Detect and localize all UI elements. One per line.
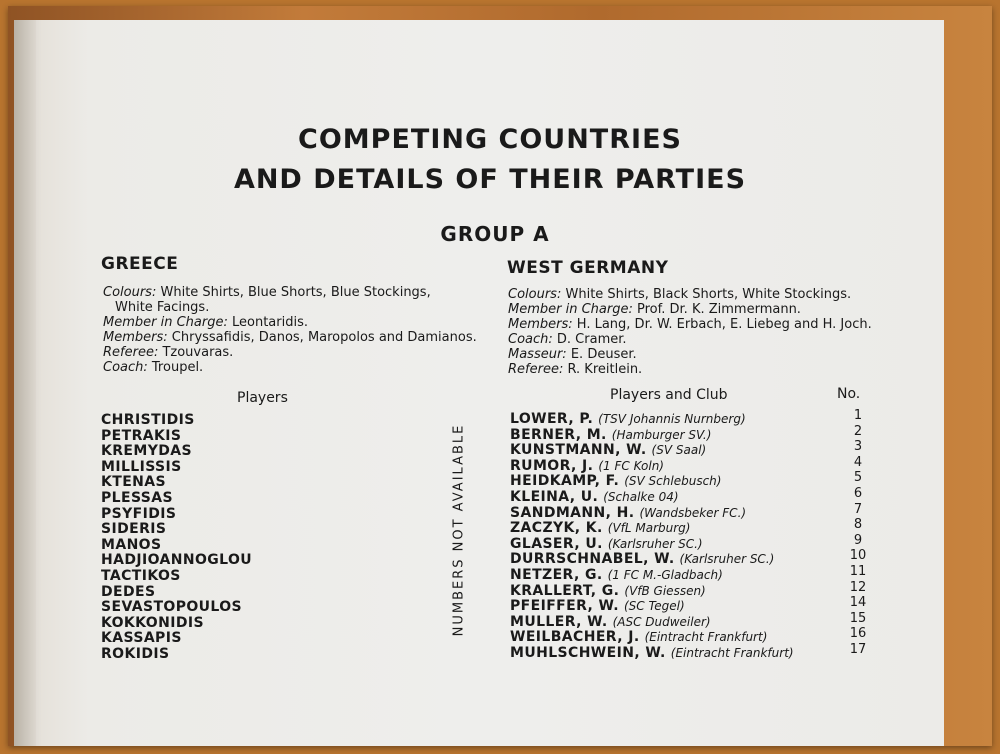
wg-player-number: 8 [853,517,863,533]
table-row [510,563,890,583]
west-germany-heading: WEST GERMANY [507,258,669,278]
wg-player-club: (Hamburger SV.) [611,427,712,442]
wg-players-header: Players and Club [610,387,728,403]
wg-player-club: (VfL Marburg) [607,521,691,536]
west-germany-details [508,287,872,377]
greece-members: Chryssafidis, Danos, Maropolos and Damianos. [171,330,477,345]
wg-player-club: (SV Saal) [651,443,707,458]
wg-player-name: MUHLSCHWEIN, W. [510,644,666,661]
player-name: KREMYDAS [101,443,193,460]
wg-player-list [510,408,890,661]
wg-player-number: 9 [853,532,863,548]
greece-heading: GREECE [101,254,179,274]
player-name: PETRAKIS [101,427,182,444]
wg-player-club: (Eintracht Frankfurt) [644,630,768,645]
player-name: PLESSAS [101,489,174,506]
wg-coach-label: Coach: [508,332,553,347]
wg-player-name: MULLER, W. [510,613,608,630]
wg-player-name: SANDMANN, H. [510,504,635,521]
wg-player-club: (Wandsbeker FC.) [639,505,747,520]
wg-number-header: No. [837,386,861,402]
wg-masseur-label: Masseur: [508,347,567,362]
wg-player-name: ZACZYK, K. [510,520,603,537]
table-row [510,548,890,568]
wg-player-club: (Schalke 04) [603,489,679,504]
table-row [510,501,890,521]
greece-referee-label: Referee: [103,345,159,360]
greece-referee: Tzouvaras. [162,345,234,360]
wg-colours-label: Colours: [508,287,562,302]
wg-player-club: (Eintracht Frankfurt) [670,645,794,660]
wg-player-club: (TSV Johannis Nurnberg) [598,412,746,426]
wg-player-number: 11 [849,563,867,579]
wg-player-number: 15 [849,610,867,626]
greece-member: Leontaridis. [232,315,308,330]
table-row [510,439,890,459]
wg-members: H. Lang, Dr. W. Erbach, E. Liebeg and H. Joch. [576,317,872,332]
wg-player-name: KUNSTMANN, W. [510,442,647,459]
wg-members-label: Members: [508,317,573,332]
wg-player-name: DURRSCHNABEL, W. [510,551,675,568]
wg-player-number: 12 [849,579,867,595]
greece-colours: White Shirts, Blue Shorts, Blue Stockings, [160,285,431,300]
player-name: MANOS [101,536,162,553]
player-name: DEDES [101,583,156,600]
table-row [510,532,890,552]
wg-player-number: 7 [853,501,863,517]
wg-player-name: KRALLERT, G. [510,582,620,599]
greece-coach-label: Coach: [103,360,148,375]
wg-player-club: (Karlsruher SC.) [607,536,703,551]
wg-player-number: 2 [853,423,863,439]
wg-player-name: HEIDKAMP, F. [510,473,620,490]
page-title-line1: COMPETING COUNTRIES [298,124,682,155]
greece-coach: Troupel. [151,360,204,375]
wg-player-club: (1 FC Koln) [598,458,664,473]
wg-player-club: (VfB Giessen) [624,583,706,598]
wg-player-name: BERNER, M. [510,426,607,443]
wg-player-name: RUMOR, J. [510,457,594,474]
wg-member: Prof. Dr. K. Zimmermann. [637,302,801,317]
table-row [510,470,890,490]
table-row [510,610,890,630]
table-row [510,408,890,427]
player-name: KTENAS [101,474,166,491]
greece-details [103,285,477,375]
player-name: KOKKONIDIS [101,614,204,631]
wg-coach: D. Cramer. [556,332,627,347]
player-name: ROKIDIS [101,645,170,662]
page-title-line2: AND DETAILS OF THEIR PARTIES [233,164,747,195]
wg-member-label: Member in Charge: [508,302,633,317]
wg-player-name: PFEIFFER, W. [510,598,619,615]
wg-player-number: 14 [849,595,867,611]
table-row [510,595,890,615]
greece-player-list [101,413,252,663]
wg-player-club: (SV Schlebusch) [624,474,722,489]
table-row [510,641,890,661]
numbers-not-available-note: NUMBERS NOT AVAILABLE [451,423,467,637]
wg-player-club: (SC Tegel) [623,599,685,614]
wg-referee: R. Kreitlein. [567,362,643,377]
wg-player-name: WEILBACHER, J. [510,629,640,646]
table-row [510,454,890,474]
player-name: CHRISTIDIS [101,412,195,428]
table-row [510,579,890,599]
wg-player-club: (ASC Dudweiler) [612,614,711,629]
table-row [510,423,890,443]
wg-player-name: LOWER, P. [510,411,594,427]
wg-masseur: E. Deuser. [570,347,637,362]
wg-player-name: GLASER, U. [510,535,603,552]
table-row [510,626,890,646]
wg-player-number: 4 [853,454,863,470]
player-name: MILLISSIS [101,458,182,475]
player-name: SEVASTOPOULOS [101,599,243,616]
wg-player-number: 6 [853,485,863,501]
wg-player-number: 17 [849,641,867,657]
greece-member-label: Member in Charge: [103,315,228,330]
player-name: PSYFIDIS [101,505,177,522]
player-name: SIDERIS [101,521,167,538]
wg-player-club: (Karlsruher SC.) [679,552,775,567]
player-name: HADJIOANNOGLOU [101,552,253,569]
group-heading: GROUP A [440,222,550,246]
player-name: TACTIKOS [101,567,181,584]
player-name: KASSAPIS [101,630,182,647]
wg-player-name: KLEINA, U. [510,488,599,505]
wg-player-number: 16 [849,626,867,642]
table-row [510,517,890,537]
wg-colours: White Shirts, Black Shorts, White Stockings. [565,287,852,302]
wg-player-number: 3 [853,439,863,455]
wg-player-number: 10 [849,548,867,564]
wg-player-club: (1 FC M.-Gladbach) [607,567,723,582]
table-row [510,485,890,505]
greece-members-label: Members: [103,330,168,345]
greece-players-header: Players [237,390,288,406]
wg-player-name: NETZER, G. [510,566,603,583]
wg-player-number: 5 [853,470,863,486]
wg-player-number: 1 [853,408,863,423]
greece-colours-cont: White Facings. [115,300,210,315]
wg-referee-label: Referee: [508,362,564,377]
greece-colours-label: Colours: [103,285,157,300]
